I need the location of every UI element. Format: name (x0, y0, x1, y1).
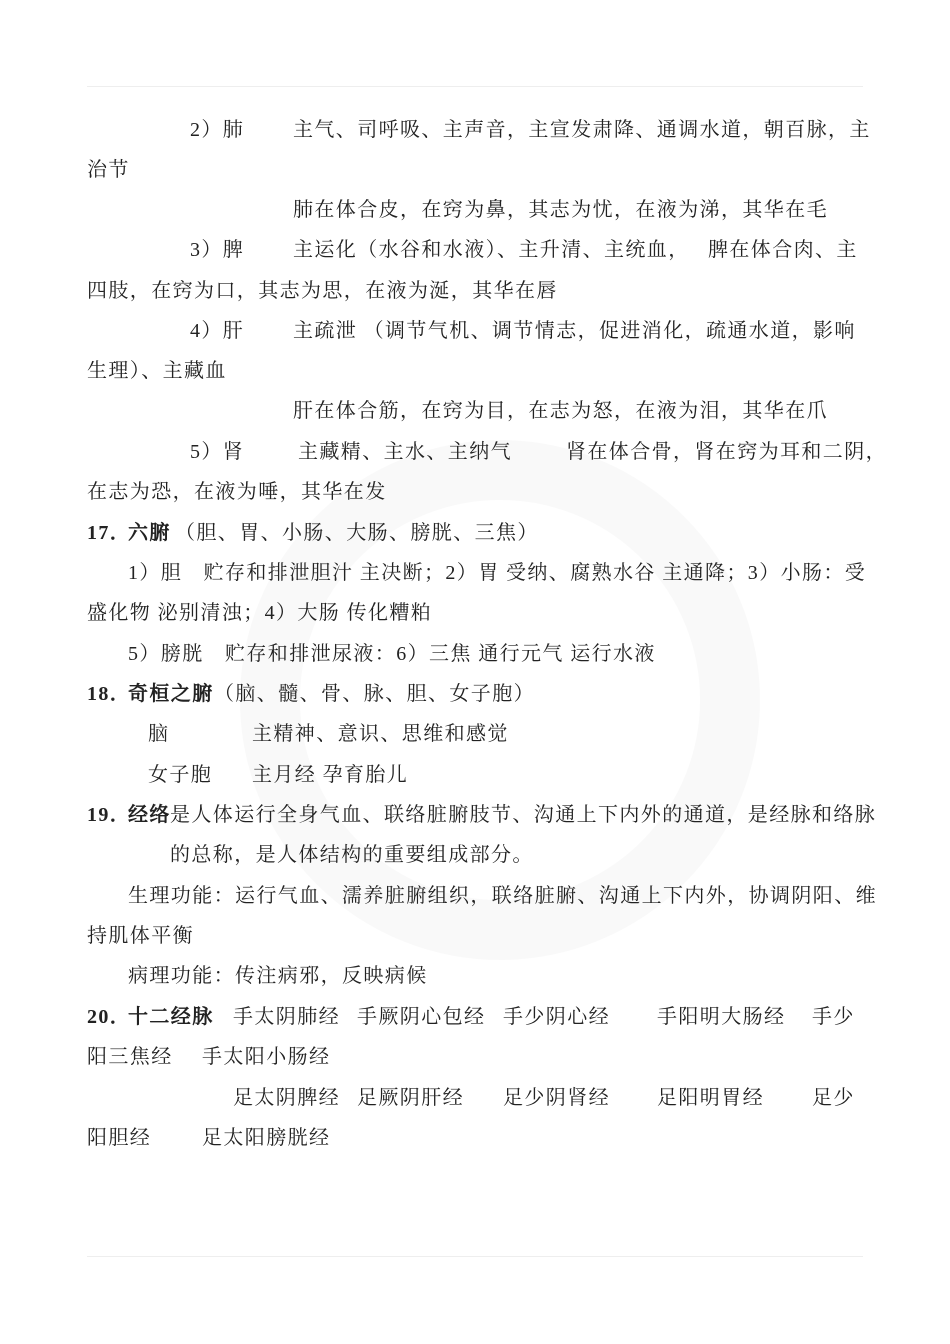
meridian-item: 足太阴脾经 (233, 1087, 340, 1109)
item-label: 女子胞 (148, 764, 213, 786)
organ-detail: 肝在体合筋，在窍为目，在志为怒，在液为泪，其华在爪 (293, 400, 828, 422)
section-title: 十二经脉 (128, 1006, 214, 1028)
section-number: 18． (87, 683, 132, 705)
organ-detail: 肺在体合皮，在窍为鼻，其志为忧，在液为涕，其华在毛 (293, 199, 828, 221)
section-text: 盛化物 泌别清浊；4）大肠 传化糟粕 (87, 602, 433, 624)
section-number: 20． (87, 1006, 132, 1028)
section-text: 持肌体平衡 (87, 925, 194, 947)
organ-label: 4）肝 (190, 320, 245, 342)
organ-label: 3）脾 (190, 239, 245, 261)
item-text: 主月经 孕育胎儿 (252, 764, 409, 786)
section-title: 六腑 (128, 522, 171, 544)
section-title: 经络 (128, 804, 171, 826)
organ-label: 2）肺 (190, 119, 245, 141)
item-text: 主精神、意识、思维和感觉 (252, 723, 509, 745)
footer-rule (87, 1256, 863, 1257)
section-paren: （胆、胃、小肠、大肠、膀胱、三焦） (175, 522, 539, 544)
section-paren: （脑、髓、骨、脉、胆、女子胞） (214, 683, 535, 705)
organ-detail: 肾在体合骨，肾在窍为耳和二阴， (566, 441, 887, 463)
section-title: 奇桓之腑 (128, 683, 214, 705)
meridian-item: 足太阳膀胱经 (202, 1127, 331, 1149)
meridian-item: 手阳明大肠经 (657, 1006, 786, 1028)
organ-function: 主藏精、主水、主纳气 (298, 441, 512, 463)
header-rule (87, 86, 863, 87)
meridian-item: 足少 (812, 1087, 855, 1109)
organ-function: 主疏泄 （调节气机、调节情志，促进消化，疏通水道，影响 (293, 320, 856, 342)
meridian-item: 阳胆经 (87, 1127, 152, 1149)
meridian-item: 手太阳小肠经 (202, 1046, 331, 1068)
organ-function-cont: 治节 (87, 159, 130, 181)
meridian-item: 手厥阴心包经 (357, 1006, 486, 1028)
organ-function-cont: 生理）、主藏血 (87, 360, 227, 382)
section-text: 1）胆 贮存和排泄胆汁 主决断；2）胃 受纳、腐熟水谷 主通降；3）小肠：受 (128, 562, 867, 584)
section-text: 是人体运行全身气血、联络脏腑肢节、沟通上下内外的通道，是经脉和络脉 (170, 804, 877, 826)
organ-detail-cont: 在志为恐，在液为唾，其华在发 (87, 481, 387, 503)
meridian-item: 手少 (812, 1006, 855, 1028)
section-number: 19． (87, 804, 132, 826)
section-text: 5）膀胱 贮存和排泄尿液：6）三焦 通行元气 运行水液 (128, 643, 656, 665)
organ-detail-cont: 四肢，在窍为口，其志为思，在液为涎，其华在唇 (87, 280, 558, 302)
item-label: 脑 (148, 723, 170, 745)
organ-function: 主运化（水谷和水液）、主升清、主统血， (293, 239, 690, 261)
meridian-item: 足少阴肾经 (503, 1087, 610, 1109)
meridian-item: 足阳明胃经 (657, 1087, 764, 1109)
section-text: 生理功能：运行气血、濡养脏腑组织，联络脏腑、沟通上下内外，协调阴阳、维 (128, 885, 877, 907)
section-text: 的总称，是人体结构的重要组成部分。 (170, 844, 534, 866)
organ-function: 主气、司呼吸、主声音，主宣发肃降、通调水道，朝百脉，主 (293, 119, 871, 141)
organ-label: 5）肾 (190, 441, 245, 463)
section-text: 病理功能：传注病邪，反映病候 (128, 965, 428, 987)
section-number: 17． (87, 522, 132, 544)
meridian-item: 手太阴肺经 (233, 1006, 340, 1028)
meridian-item: 足厥阴肝经 (357, 1087, 464, 1109)
organ-detail: 脾在体合肉、主 (708, 239, 858, 261)
meridian-item: 阳三焦经 (87, 1046, 173, 1068)
meridian-item: 手少阴心经 (503, 1006, 610, 1028)
